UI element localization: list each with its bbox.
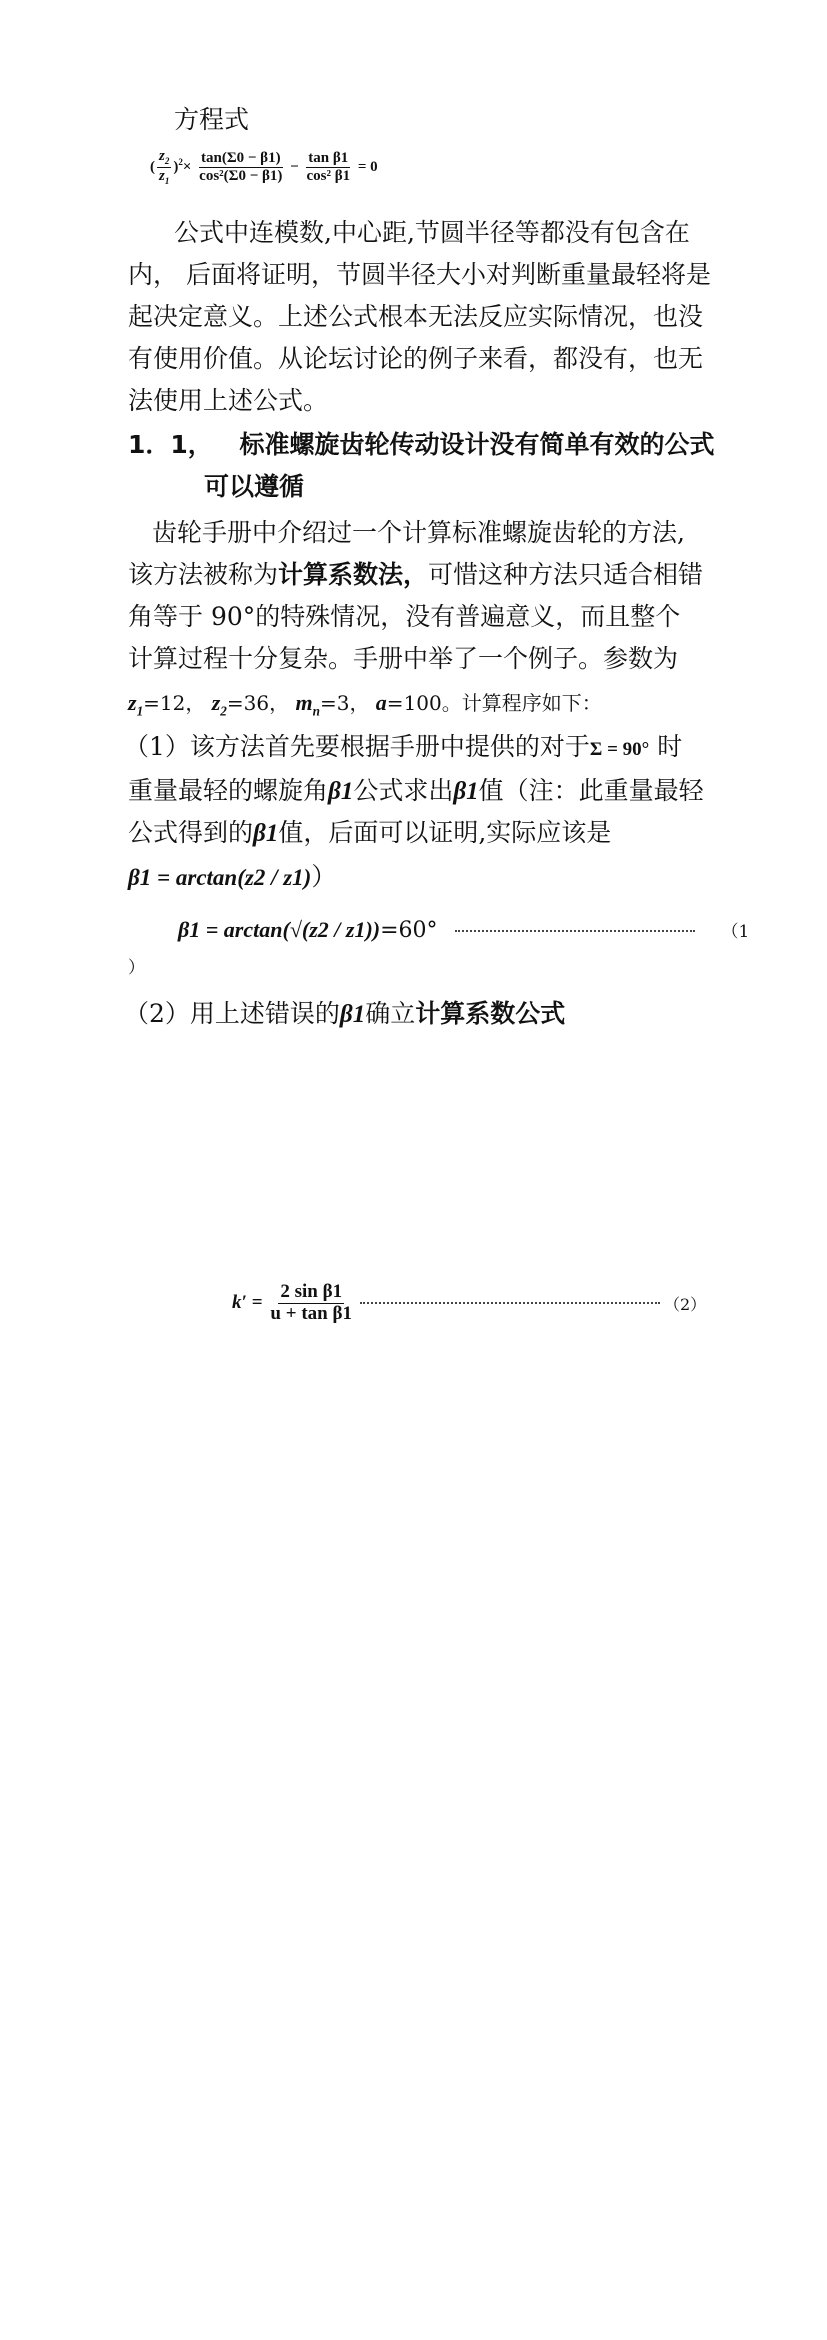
p2-line-2-post: 可惜这种方法只适合相错 — [428, 560, 704, 589]
p2-line-4: 计算过程十分复杂。手册中举了一个例子。参数为 — [128, 644, 679, 673]
paragraph-line — [152, 513, 752, 553]
equation-2 — [232, 1282, 706, 1325]
p2-line-3: 角等于 90°的特殊情况，没有普遍意义，而且整个 — [128, 602, 681, 631]
paragraph-line — [174, 213, 774, 253]
eq1-leader — [455, 930, 695, 932]
beta1-symbol: β1 — [253, 820, 279, 847]
param-z1: 12 — [159, 691, 186, 715]
paragraph-line — [128, 381, 728, 421]
section-heading-cont — [204, 467, 804, 507]
step2-mid: 确立 — [365, 999, 416, 1028]
eq1-number: （1 — [721, 922, 750, 942]
param-mn: 3 — [336, 691, 350, 715]
eq1-close: ） — [128, 958, 145, 978]
paragraph-line — [124, 727, 724, 770]
paragraph-line — [128, 813, 728, 854]
eq0-rhs: = 0 — [357, 158, 378, 175]
step1-line-1-post: 时 — [649, 732, 683, 761]
sigma-90: Σ = 90° — [589, 739, 650, 760]
method-name: 计算系数法， — [278, 560, 429, 589]
p1-line-1: 公式中连模数,中心距,节圆半径等都没有包含在 — [174, 218, 690, 247]
eq0-term1-num: tan(Σ0 − β1) — [200, 150, 281, 167]
p2-line-1: 齿轮手册中介绍过一个计算标准螺旋齿轮的方法, — [152, 518, 685, 547]
eq2-number: （2） — [663, 1294, 707, 1314]
beta1-symbol: β1 — [328, 778, 354, 805]
step1-line-4-tail: ） — [311, 862, 337, 891]
equation-1 — [178, 910, 778, 952]
heading-number: 1．1， — [128, 430, 213, 459]
p1-line-2: 内， 后面将证明，节圆半径大小对判断重量最轻将是 — [128, 260, 711, 289]
eq2-num: 2 sin β1 — [280, 1281, 343, 1302]
equation-label-text: 方程式 — [174, 105, 250, 134]
paragraph-line — [128, 339, 728, 379]
paragraph-line — [124, 994, 724, 1035]
params-tail: 。计算程序如下： — [441, 691, 602, 715]
paragraph-line — [128, 857, 728, 898]
beta1-symbol: β1 — [453, 778, 479, 805]
paragraph-line — [128, 597, 728, 637]
paragraph-line — [128, 555, 728, 595]
step1-line-2-post: 公式求出 — [353, 776, 454, 805]
step1-line-2-post2: 值（注：此重量最轻 — [478, 776, 704, 805]
paragraph-line — [128, 297, 728, 337]
step1-line-2-pre: 重量最轻的螺旋角 — [128, 776, 329, 805]
step1-line-1-pre: （1）该方法首先要根据手册中提供的对于 — [124, 732, 590, 761]
eq2-lhs: k′ = — [232, 1292, 263, 1314]
eq1-result: =60° — [380, 918, 438, 943]
step2-bold: 计算系数公式 — [415, 999, 566, 1028]
heading-title-line-2: 可以遵循 — [204, 472, 305, 501]
eq2-leader — [360, 1302, 660, 1304]
eq1-lhs: β1 = arctan(√(z2 / z1)) — [178, 917, 381, 942]
parameters-line: $z_1=12$， $z_2=36$， $m_n=3$， a=100。计算程序如下： — [128, 690, 602, 719]
p1-line-5: 法使用上述公式。 — [128, 386, 329, 415]
p1-line-4: 有使用价值。从论坛讨论的例子来看，都没有，也无 — [128, 344, 704, 373]
correct-beta-formula: β1 = arctan(z2 / z1) — [128, 865, 312, 890]
paragraph-line — [128, 639, 728, 679]
step2-pre: （2）用上述错误的 — [124, 999, 340, 1028]
paragraph-line — [128, 771, 728, 812]
param-z2: 36 — [243, 691, 270, 715]
paragraph-line — [128, 255, 728, 295]
eq0-term2-den: cos² β1 — [306, 167, 351, 184]
step1-line-3-post: 值，后面可以证明,实际应该是 — [278, 818, 612, 847]
section-heading — [128, 425, 728, 465]
p1-line-3: 起决定意义。上述公式根本无法反应实际情况，也没 — [128, 302, 704, 331]
p2-line-2-pre: 该方法被称为 — [128, 560, 279, 589]
eq0-term1-den: cos²(Σ0 − β1) — [199, 167, 283, 184]
equation-1-close — [128, 948, 728, 988]
eq0-term2-num: tan β1 — [308, 150, 349, 167]
heading-title-line-1: 标准螺旋齿轮传动设计没有简单有效的公式 — [239, 430, 715, 459]
step1-line-3-pre: 公式得到的 — [128, 818, 254, 847]
eq2-den: u + tan β1 — [270, 1302, 352, 1324]
beta1-symbol: β1 — [339, 1001, 366, 1028]
param-a: 100 — [403, 691, 442, 715]
label-equation — [174, 100, 774, 140]
equation-weight-condition: ( $\frac{z_2}{z_1}$ )$^2$× $\frac{\tan(\Sigma 0 - \beta 1)}{\text{cos²(Σ0 − β1)}}$ − $\frac{\text{tan β1}}{\text{cos² β1}}$ = 0 — [150, 148, 378, 186]
